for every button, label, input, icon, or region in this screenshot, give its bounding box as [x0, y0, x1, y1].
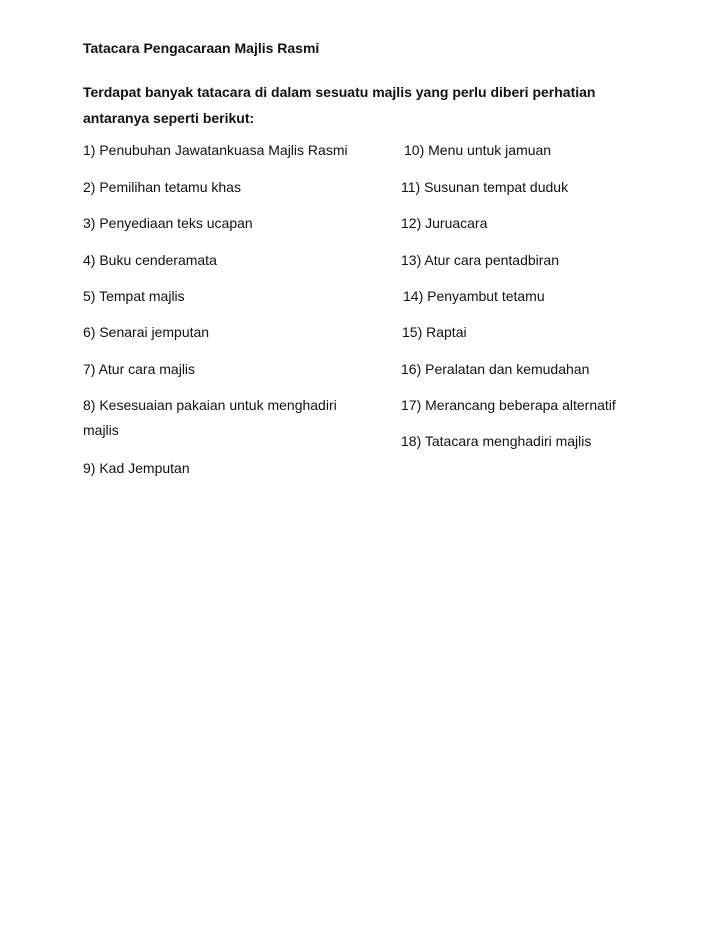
list-item-left: 6) Senarai jemputan — [83, 324, 210, 340]
list-item-right: 12) Juruacara — [401, 215, 488, 231]
intro-paragraph: Terdapat banyak tatacara di dalam sesuatu majlis yang perlu diberi perhatian antaranya seperti berikut: — [83, 84, 596, 126]
list-item-left: 4) Buku cenderamata — [83, 252, 217, 268]
document-title: Tatacara Pengacaraan Majlis Rasmi — [83, 40, 320, 56]
list-item-right: 18) Tatacara menghadiri majlis — [401, 433, 592, 449]
list-item-left: 1) Penubuhan Jawatankuasa Majlis Rasmi — [83, 142, 348, 158]
list-item-right: 14) Penyambut tetamu — [403, 288, 545, 304]
list-item-left: 5) Tempat majlis — [83, 288, 185, 304]
list-item-right: 11) Susunan tempat duduk — [401, 179, 569, 195]
list-item-right: 15) Raptai — [402, 324, 467, 340]
list-item-left: 3) Penyediaan teks ucapan — [83, 215, 253, 231]
list-item-right: 13) Atur cara pentadbiran — [401, 252, 559, 268]
list-item-left: 9) Kad Jemputan — [83, 460, 190, 476]
list-item-right: 10) Menu untuk jamuan — [404, 142, 552, 158]
list-item-left: 2) Pemilihan tetamu khas — [83, 179, 241, 195]
list-item-right: 16) Peralatan dan kemudahan — [401, 361, 590, 377]
list-item-left: 8) Kesesuaian pakaian untuk menghadiri majlis — [83, 397, 337, 438]
list-item-right: 17) Merancang beberapa alternatif — [401, 397, 616, 413]
list-item-left: 7) Atur cara majlis — [83, 361, 196, 377]
